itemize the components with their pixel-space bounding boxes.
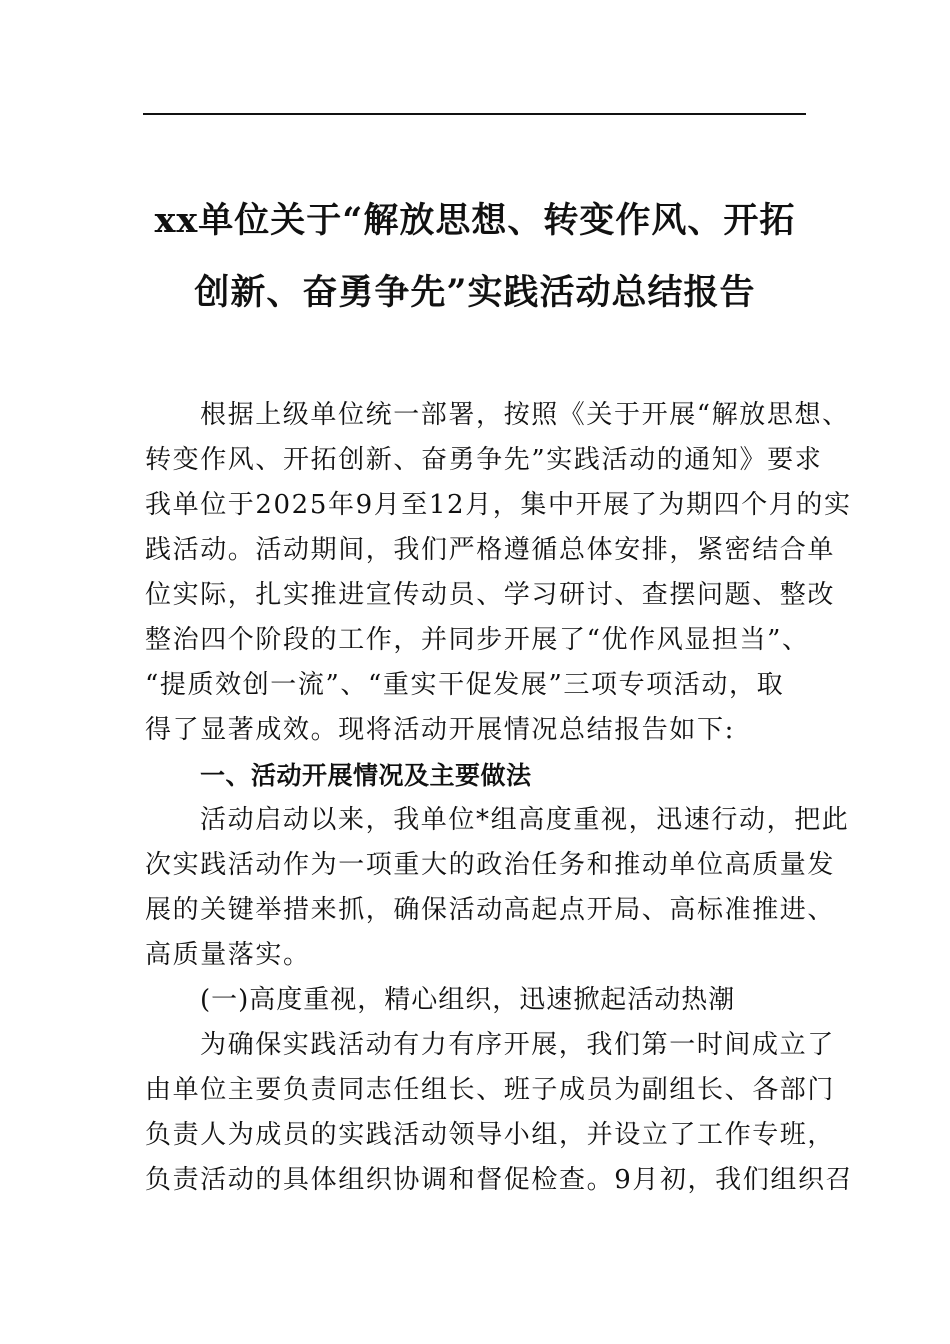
text-line: 我单位于2025年9月至12月，集中开展了为期四个月的实: [145, 490, 852, 520]
text-line: 次实践活动作为一项重大的政治任务和推动单位高质量发: [145, 850, 836, 880]
text-line: 转变作风、开拓创新、奋勇争先”实践活动的通知》要求: [145, 445, 823, 475]
text-line: 得了显著成效。现将活动开展情况总结报告如下:: [145, 715, 735, 745]
text-line: 践活动。活动期间，我们严格遵循总体安排，紧密结合单: [145, 535, 836, 565]
text-line: 高质量落实。: [145, 940, 311, 970]
text-line: 展的关键举措来抓，确保活动高起点开局、高标准推进、: [145, 895, 836, 925]
text-line: 整治四个阶段的工作，并同步开展了“优作风显担当”、: [145, 625, 810, 655]
text-line: 位实际，扎实推进宣传动员、学习研讨、查摆问题、整改: [145, 580, 836, 610]
header-rule: [143, 113, 806, 115]
text-line: “提质效创一流”、“重实干促发展”三项专项活动，取: [145, 670, 785, 700]
section-paragraph: [145, 798, 850, 978]
text-line: 活动启动以来，我单位*组高度重视，迅速行动，把此: [200, 805, 850, 835]
text-line: 负责活动的具体组织协调和督促检查。9月初，我们组织召: [145, 1165, 854, 1195]
subsection-paragraph: [145, 1023, 854, 1203]
document-body: [145, 393, 854, 1203]
document-title-line-2: 创新、奋勇争先”实践活动总结报告: [194, 272, 756, 313]
text-line: 根据上级单位统一部署，按照《关于开展“解放思想、: [200, 400, 850, 430]
text-line: 负责人为成员的实践活动领导小组，并设立了工作专班，: [145, 1120, 836, 1150]
section-heading: 一、活动开展情况及主要做法: [200, 761, 532, 790]
document-title-line-1: xx单位关于“解放思想、转变作风、开拓: [154, 200, 796, 241]
text-line: 为确保实践活动有力有序开展，我们第一时间成立了: [200, 1030, 835, 1060]
intro-paragraph: [145, 393, 852, 753]
subsection-heading: (一)高度重视，精心组织，迅速掀起活动热潮: [200, 985, 736, 1015]
text-line: 由单位主要负责同志任组长、班子成员为副组长、各部门: [145, 1075, 836, 1105]
